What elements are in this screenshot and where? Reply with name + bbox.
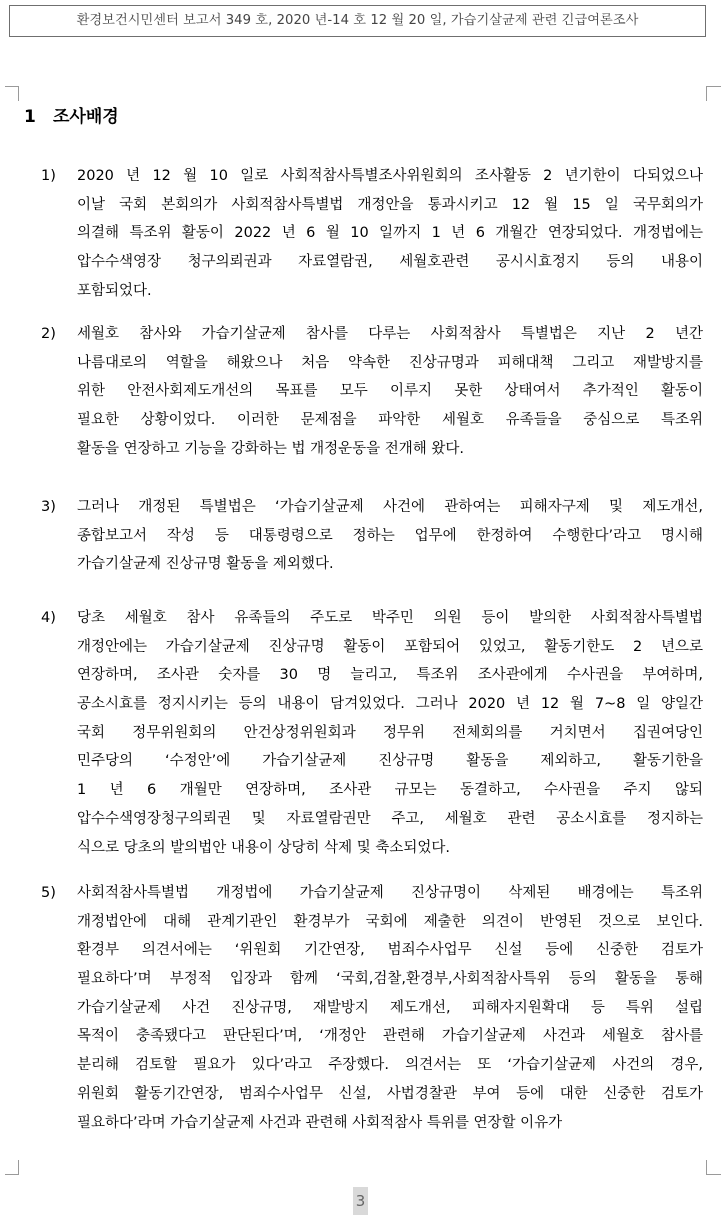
text-line: 환경부 의견서에는 ‘위원회 기간연장, 범죄수사업무 신설 등에 신중한 검토가 bbox=[77, 942, 703, 959]
text-line: 목적이 충족됐다고 판단된다’며, ‘개정안 관련해 가습기살균제 사건과 세월호 참사를 bbox=[77, 1028, 703, 1045]
section-heading bbox=[24, 103, 119, 131]
text-line: 위원회 활동기간연장, 범죄수사업무 신설, 사법경찰관 부여 등에 대한 신중한 검토가 bbox=[77, 1085, 703, 1102]
text-line: 압수수색영장청구의뢰권 및 자료열람권만 주고, 세월호 관련 공소시효를 정지하는 bbox=[77, 810, 703, 827]
text-line: 의결해 특조위 활동이 2022 년 6 월 10 일까지 1 년 6 개월간 연장되었다. 개정법에는 bbox=[77, 225, 703, 242]
text-line: 민주당의 ‘수정안’에 가습기살균제 진상규명 활동을 제외하고, 활동기한을 bbox=[77, 753, 703, 770]
text-line: 1 년 6 개월만 연장하며, 조사관 규모는 동결하고, 수사권을 주지 않되 bbox=[77, 782, 703, 799]
text-line: 필요한 상황이었다. 이러한 문제점을 파악한 세월호 유족들을 중심으로 특조위 bbox=[77, 412, 703, 429]
crop-mark-bottom-right bbox=[706, 1160, 721, 1175]
report-header-text: 환경보건시민센터 보고서 349 호, 2020 년-14 호 12 월 20 일, 가습기살균제 관련 긴급여론조사 bbox=[76, 13, 639, 28]
section-title: 조사배경 bbox=[53, 107, 119, 127]
crop-mark-bottom-left bbox=[5, 1160, 19, 1175]
text-line: 공소시효를 정지시키는 등의 내용이 담겨있었다. 그러나 2020 년 12 월 7~8 일 양일간 bbox=[77, 696, 703, 713]
text-line: 개정법안에 대해 관계기관인 환경부가 국회에 제출한 의견이 반영된 것으로 보인다. bbox=[77, 913, 703, 930]
paragraph-number: 1) bbox=[41, 168, 56, 184]
text-line: 종합보고서 작성 등 대통령령으로 정하는 업무에 한정하여 수행한다’라고 명시해 bbox=[77, 527, 703, 544]
text-line: 이날 국회 본회의가 사회적참사특별법 개정안을 통과시키고 12 월 15 일 국무회의가 bbox=[77, 196, 703, 213]
text-line: 당초 세월호 참사 유족들의 주도로 박주민 의원 등이 발의한 사회적참사특별법 bbox=[77, 610, 703, 626]
paragraph-text bbox=[77, 320, 703, 463]
paragraph-text bbox=[77, 162, 703, 305]
text-line: 그러나 개정된 특별법은 ‘가습기살균제 사건에 관하여는 피해자구제 및 제도개선, bbox=[77, 499, 703, 515]
text-line: 필요하다’며 부정적 입장과 함께 ‘국회,검찰,환경부,사회적참사특위 등의 활동을 통해 bbox=[77, 971, 703, 988]
paragraph-text bbox=[77, 604, 703, 862]
text-line: 필요하다’라며 가습기살균제 사건과 관련해 사회적참사 특위를 연장할 이유가 bbox=[77, 1114, 563, 1131]
text-line: 연장하며, 조사관 숫자를 30 명 늘리고, 특조위 조사관에게 수사권을 부여하며, bbox=[77, 667, 703, 684]
text-line: 사회적참사특별법 개정법에 가습기살균제 진상규명이 삭제된 배경에는 특조위 bbox=[77, 885, 703, 901]
text-line: 세월호 참사와 가습기살균제 참사를 다루는 사회적참사 특별법은 지난 2 년간 bbox=[77, 326, 703, 342]
paragraph-text bbox=[77, 493, 703, 579]
section-number: 1 bbox=[24, 107, 36, 127]
paragraph-number: 5) bbox=[41, 885, 56, 901]
text-line: 개정안에는 가습기살균제 진상규명 활동이 포함되어 있었고, 활동기한도 2 년으로 bbox=[77, 638, 703, 655]
text-line: 국회 정무위원회의 안건상정위원회과 정무위 전체회의를 거치면서 집권여당인 bbox=[77, 724, 703, 741]
paragraph-number: 4) bbox=[41, 610, 56, 626]
paragraph-number: 3) bbox=[41, 499, 56, 515]
text-line: 압수수색영장 청구의뢰권과 자료열람권, 세월호관련 공시시효정지 등의 내용이 bbox=[77, 254, 703, 271]
report-header bbox=[9, 5, 706, 37]
text-line: 가습기살균제 진상규명 활동을 제외했다. bbox=[77, 556, 334, 573]
page-number: 3 bbox=[353, 1187, 368, 1215]
text-line: 가습기살균제 사건 진상규명, 재발방지 제도개선, 피해자지원확대 등 특위 설립 bbox=[77, 999, 703, 1016]
text-line: 분리해 검토할 필요가 있다’라고 주장했다. 의견서는 또 ‘가습기살균제 사건의 경우, bbox=[77, 1057, 703, 1074]
text-line: 나름대로의 역할을 해왔으나 처음 약속한 진상규명과 피해대책 그리고 재발방지를 bbox=[77, 354, 703, 371]
text-line: 식으로 당초의 발의법안 내용이 상당히 삭제 및 축소되었다. bbox=[77, 839, 451, 856]
paragraph-number: 2) bbox=[41, 326, 56, 342]
text-line: 2020 년 12 월 10 일로 사회적참사특별조사위원회의 조사활동 2 년기한이 다되었으나 bbox=[77, 168, 703, 184]
text-line: 활동을 연장하고 기능을 강화하는 법 개정운동을 전개해 왔다. bbox=[77, 440, 465, 457]
paragraph-text bbox=[77, 879, 703, 1137]
crop-mark-top-right bbox=[706, 86, 721, 101]
text-line: 위한 안전사회제도개선의 목표를 모두 이루지 못한 상태여서 추가적인 활동이 bbox=[77, 383, 703, 400]
text-line: 포함되었다. bbox=[77, 282, 152, 299]
crop-mark-top-left bbox=[5, 86, 19, 101]
